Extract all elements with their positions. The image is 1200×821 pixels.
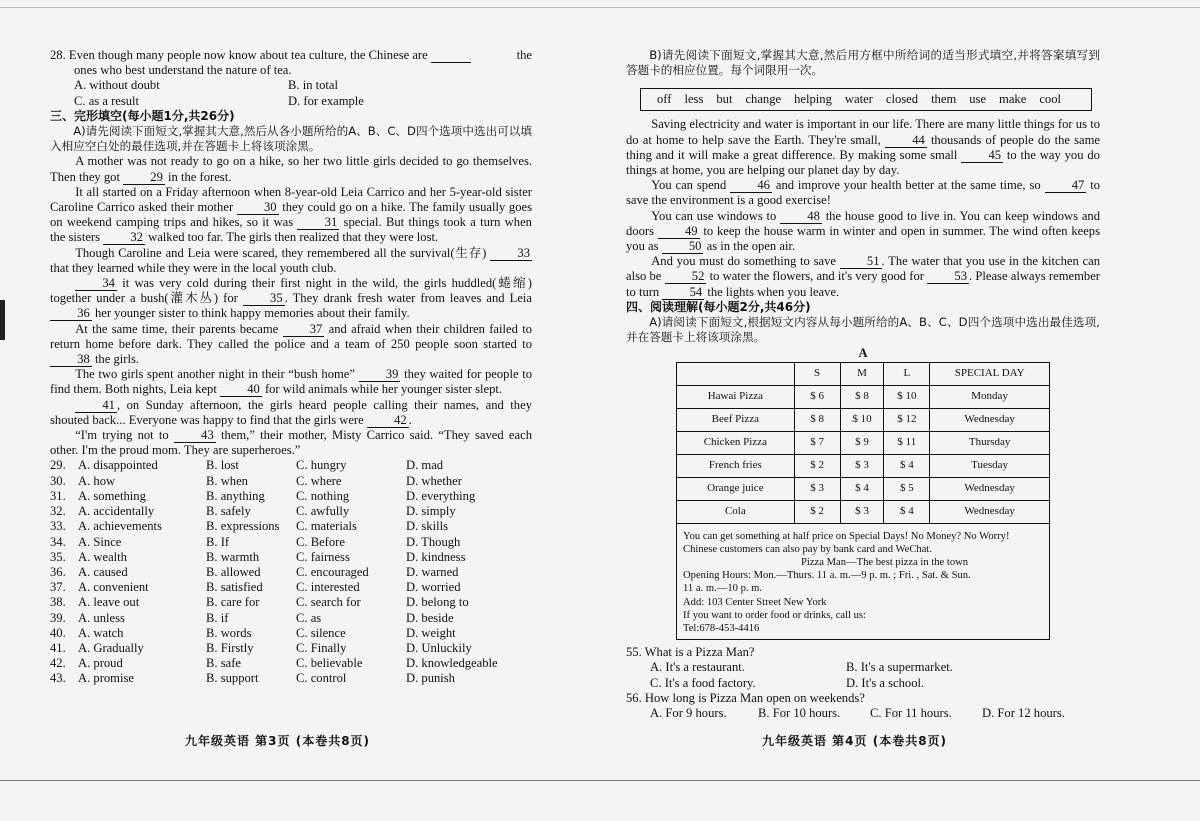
passage-text: the house good to live in. You can keep windows and doors: [626, 208, 1101, 238]
option-c: C. materials: [296, 519, 357, 534]
option-d: D. worried: [406, 580, 461, 595]
table-header-cell: [677, 362, 795, 385]
cloze-question-row: [50, 656, 532, 671]
table-cell: Hawai Pizza: [677, 385, 795, 408]
table-cell: $ 5: [884, 477, 930, 500]
option-b: B. If: [206, 534, 230, 549]
table-cell: $ 12: [884, 408, 930, 431]
word-box: [640, 88, 1092, 111]
blank-33: 33: [490, 247, 532, 261]
option-d: D. knowledgeable: [406, 656, 498, 671]
table-header-cell: SPECIAL DAY: [930, 362, 1050, 385]
page-4-footer: 九年级英语 第4页 (本卷共8页): [762, 734, 948, 748]
question-number: 40.: [50, 625, 66, 640]
word-box-item: water: [844, 92, 873, 107]
table-cell: $ 6: [794, 385, 840, 408]
cloze-passage: [50, 154, 532, 458]
pizza-menu-table: [676, 362, 1050, 524]
option-b: B. words: [206, 625, 252, 640]
option-b: B. It's a supermarket.: [846, 660, 953, 675]
word-box-item: helping: [794, 92, 832, 107]
blank-40: 40: [220, 383, 262, 397]
question-28: [50, 48, 532, 63]
cloze-question-row: [50, 580, 532, 595]
question-number: 31.: [50, 488, 66, 503]
option-c: C. nothing: [296, 488, 350, 503]
word-box-item: but: [716, 92, 733, 107]
option-d: D. simply: [406, 504, 456, 519]
question-56-options: [626, 706, 1100, 721]
option-a: A. watch: [78, 625, 124, 640]
question-number: 42.: [50, 656, 66, 671]
option-c: C. awfully: [296, 504, 350, 519]
cloze-question-row: [50, 550, 532, 565]
table-row: [677, 431, 1050, 454]
question-number: 30.: [50, 473, 66, 488]
option-b: B. safe: [206, 656, 241, 671]
option-b: B. allowed: [206, 564, 261, 579]
passage-text: to the way you do things at home, you are helping our planet day by day.: [626, 147, 1100, 178]
scan-top-edge: [0, 0, 1200, 8]
question-55: [626, 645, 1100, 691]
table-cell: Cola: [677, 500, 795, 523]
option-d: D. belong to: [406, 595, 469, 610]
section-3-instructions: A)请先阅读下面短文,掌握其大意,然后从各小题所给的A、B、C、D四个选项中选出可以填入相应空白处的最佳选项,并在答题卡上将该项涂黑。: [50, 124, 532, 154]
option-a: A. disappointed: [78, 458, 158, 473]
passage-text: they waited for people to find them. Both nights, Leia kept: [50, 367, 532, 397]
scan-edge-mark: [0, 300, 5, 340]
passage-text: special. But things took a turn when the sisters: [50, 215, 532, 245]
passage-text: the lights when you leave.: [707, 284, 840, 299]
option-d: D. warned: [406, 564, 459, 579]
cloze-question-row: [50, 535, 532, 550]
option-c: C. For 11 hours.: [870, 706, 952, 721]
table-cell: $ 8: [840, 385, 884, 408]
option-b: B. anything: [206, 488, 265, 503]
passage-text: Though Caroline and Leia were scared, they remembered all the survival(生存): [75, 245, 487, 260]
table-header-cell: L: [884, 362, 930, 385]
question-number: 32.: [50, 504, 66, 519]
blank-45: 45: [961, 149, 1003, 163]
passage-text: to save the environment is a good exercise!: [626, 178, 1101, 208]
option-d: D. Unluckily: [406, 640, 472, 655]
cloze-question-row: [50, 641, 532, 656]
menu-info-line: Opening Hours: Mon.—Thurs. 11 a. m.—9 p. m. ; Fri. , Sat. & Sun.: [683, 570, 971, 582]
option-b: B. support: [206, 671, 259, 686]
cloze-question-row: [50, 504, 532, 519]
passage-text: .: [408, 412, 412, 427]
passage-text: her younger sister to think happy memories about their family.: [94, 306, 410, 321]
table-cell: $ 3: [794, 477, 840, 500]
passage-text: they could go on a hike. The family usually goes on weekend camping trips and hikes, so it was: [50, 200, 533, 230]
option-c: C. believable: [296, 656, 363, 671]
blank-46: 46: [730, 179, 772, 193]
question-number: 34.: [50, 534, 66, 549]
option-b: B. lost: [206, 458, 239, 473]
option-d: D. punish: [406, 671, 455, 686]
question-56: [626, 691, 1100, 721]
blank-48: 48: [780, 210, 822, 224]
blank-47: 47: [1045, 179, 1087, 193]
option-c: C. silence: [296, 625, 346, 640]
table-row: [677, 454, 1050, 477]
table-label: A: [858, 346, 868, 361]
option-b: B. expressions: [206, 519, 280, 534]
table-cell: $ 8: [794, 408, 840, 431]
blank-35: 35: [243, 292, 285, 306]
word-box-item: use: [969, 92, 987, 107]
table-cell: $ 2: [794, 454, 840, 477]
word-box-item: make: [999, 92, 1027, 107]
option-b: B. if: [206, 610, 229, 625]
question-28-stem-end: the: [516, 48, 532, 62]
question-number: 37.: [50, 580, 66, 595]
option-a: A. something: [78, 488, 146, 503]
passage-text: it was very cold during their first night in the wild, the girls huddled(蜷缩) together under a bush(灌木丛) for: [50, 276, 532, 306]
blank-42: 42: [367, 414, 409, 428]
page-4-column: [626, 48, 1100, 721]
blank-38: 38: [50, 353, 92, 367]
word-box-item: off: [657, 92, 672, 107]
passage-text: in the forest.: [168, 169, 232, 184]
question-number: 35.: [50, 549, 66, 564]
question-number: 29.: [50, 458, 66, 473]
option-a: A. accidentally: [78, 504, 155, 519]
table-header-row: [677, 362, 1050, 385]
blank-43: 43: [174, 429, 216, 443]
option-c: C. search for: [296, 595, 361, 610]
table-cell: $ 10: [840, 408, 884, 431]
table-row: [677, 408, 1050, 431]
table-cell: $ 3: [840, 454, 884, 477]
page-3-footer: 九年级英语 第3页 (本卷共8页): [185, 734, 371, 748]
option-c: C. interested: [296, 580, 360, 595]
option-b: B. when: [206, 473, 248, 488]
option-a: A. Gradually: [78, 640, 144, 655]
table-cell: $ 10: [884, 385, 930, 408]
passage-text: It all started on a Friday afternoon when 8-year-old Leia Carrico and her 5-year-old sister Caroline Carrico asked their mother: [50, 184, 532, 215]
blank-37: 37: [283, 323, 325, 337]
cloze-question-row: [50, 611, 532, 626]
table-cell: $ 4: [884, 500, 930, 523]
menu-info-line: Pizza Man—The best pizza in the town: [801, 557, 969, 569]
page-3-column: [50, 48, 532, 687]
question-28-stem: 28. Even though many people now know about tea culture, the Chinese are: [50, 48, 428, 62]
table-cell: $ 11: [884, 431, 930, 454]
option-c: C. Before: [296, 534, 345, 549]
passage-text: to keep the house warm in winter and open in summer. The wind often keeps you as: [626, 223, 1100, 254]
blank-30: 30: [237, 201, 279, 215]
passage-text: thousands of people do the same thing and it will make a great difference. By making some small: [626, 132, 1100, 162]
passage-text: them,” their mother, Misty Carrico said. “They saved each other. I'm the proud mom. They are superheroes.”: [50, 428, 533, 458]
word-box-item: change: [745, 92, 782, 107]
passage-text: And you must do something to save: [651, 254, 836, 269]
word-box-item: closed: [885, 92, 919, 107]
option-a: A. unless: [78, 610, 125, 625]
cloze-question-row: [50, 626, 532, 641]
table-cell: Monday: [930, 385, 1050, 408]
option-d: D. beside: [406, 610, 454, 625]
option-a: A. For 9 hours.: [650, 706, 727, 721]
pizza-menu-info: [676, 524, 1050, 641]
option-d: D. for example: [288, 93, 364, 108]
section-b-instructions: B)请先阅读下面短文,掌握其大意,然后用方框中所给词的适当形式填空,并将答案填写到答题卡的相应位置。每个词限用一次。: [626, 48, 1100, 78]
table-cell: Orange juice: [677, 477, 795, 500]
table-cell: $ 3: [840, 500, 884, 523]
passage-text: the girls.: [94, 352, 140, 367]
option-c: C. It's a food factory.: [650, 675, 756, 690]
table-row: [677, 477, 1050, 500]
option-a: A. wealth: [78, 549, 127, 564]
table-cell: $ 7: [794, 431, 840, 454]
question-number: 38.: [50, 595, 66, 610]
blank-44: 44: [885, 134, 927, 148]
blank-53: 53: [927, 270, 969, 284]
option-c: C. where: [296, 473, 342, 488]
option-c: C. as a result: [74, 93, 140, 108]
table-header-cell: M: [840, 362, 884, 385]
passage-text: “I'm trying not to: [75, 428, 169, 443]
option-a: A. It's a restaurant.: [650, 660, 745, 675]
passage-text: . The water that you use in the kitchen can also be: [626, 254, 1100, 284]
blank: [431, 49, 471, 63]
question-number: 43.: [50, 671, 66, 686]
blank-51: 51: [840, 255, 882, 269]
passage-text: walked too far. The girls then realized that they were lost.: [148, 230, 439, 245]
option-d: D. It's a school.: [846, 675, 925, 690]
option-b: B. Firstly: [206, 640, 254, 655]
blank-29: 29: [123, 171, 165, 185]
table-cell: $ 2: [794, 500, 840, 523]
option-c: C. fairness: [296, 549, 350, 564]
menu-info-line: Chinese customers can also pay by bank card and WeChat.: [683, 543, 933, 555]
table-row: [677, 500, 1050, 523]
option-a: A. promise: [78, 671, 134, 686]
option-c: C. Finally: [296, 640, 347, 655]
passage-text: and afraid when their children failed to return home before dark. They called the police and a team of 250 people soon started to: [50, 321, 532, 351]
passage-text: . They drank fresh water from leaves and Leia: [284, 291, 532, 306]
cloze-question-list: [50, 458, 532, 686]
blank-36: 36: [50, 307, 92, 321]
option-a: A. how: [78, 473, 116, 488]
option-d: D. everything: [406, 488, 476, 503]
passage-text: A mother was not ready to go on a hike, so her two little girls decided to go themselves. Then they got: [50, 154, 532, 184]
option-b: B. warmth: [206, 549, 260, 564]
blank-49: 49: [658, 225, 700, 239]
table-cell: Wednesday: [930, 477, 1050, 500]
option-c: C. control: [296, 671, 347, 686]
option-a: A. proud: [78, 656, 123, 671]
cloze-question-row: [50, 519, 532, 534]
cloze-question-row: [50, 671, 532, 686]
blank-31: 31: [297, 216, 339, 230]
question-55-options: [626, 660, 1100, 690]
table-header-cell: S: [794, 362, 840, 385]
table-cell: Thursday: [930, 431, 1050, 454]
blank-52: 52: [665, 270, 707, 284]
option-a: A. leave out: [78, 595, 140, 610]
question-28-stem-cont: ones who best understand the nature of tea.: [74, 63, 292, 78]
menu-info-line: If you want to order food or drinks, call us:: [683, 609, 866, 621]
table-cell: Wednesday: [930, 408, 1050, 431]
passage-text: . Please always remember to turn: [626, 269, 1100, 299]
option-d: D. Though: [406, 534, 461, 549]
option-b: B. care for: [206, 595, 260, 610]
passage-text: that they learned while they were in the local youth club.: [50, 260, 337, 275]
fill-in-passage: [626, 117, 1100, 299]
table-cell: Beef Pizza: [677, 408, 795, 431]
question-number: 36.: [50, 564, 66, 579]
option-a: A. caused: [78, 564, 128, 579]
option-a: A. achievements: [78, 519, 162, 534]
word-box-item: cool: [1039, 92, 1062, 107]
table-cell: $ 4: [884, 454, 930, 477]
blank-54: 54: [662, 286, 704, 300]
question-56-stem: 56. How long is Pizza Man open on weekends?: [626, 690, 865, 705]
cloze-question-row: [50, 565, 532, 580]
question-number: 33.: [50, 519, 66, 534]
menu-info-line: You can get something at half price on Special Days! No Money? No Worry!: [683, 530, 1010, 542]
option-b: B. in total: [288, 78, 339, 93]
section-4-instructions: A)请阅读下面短文,根据短文内容从每小题所给的A、B、C、D四个选项中选出最佳选项,并在答题卡上将该项涂黑。: [626, 315, 1100, 345]
passage-text: , on Sunday afternoon, the girls heard people calling their names, and they shouted back... Everyone was happy to find that the girls were: [50, 397, 532, 427]
table-cell: Chicken Pizza: [677, 431, 795, 454]
question-number: 39.: [50, 610, 66, 625]
passage-text: to water the flowers, and it's very good for: [709, 269, 924, 284]
blank-34: 34: [75, 277, 117, 291]
option-c: C. encouraged: [296, 564, 369, 579]
question-55-stem: 55. What is a Pizza Man?: [626, 645, 755, 660]
table-cell: French fries: [677, 454, 795, 477]
menu-info-line: Add: 103 Center Street New York: [683, 596, 827, 608]
passage-text: for wild animals while her younger sister slept.: [264, 382, 503, 397]
option-d: D. kindness: [406, 549, 466, 564]
passage-text: as in the open air.: [706, 239, 796, 254]
passage-text: The two girls spent another night in their “bush home”: [75, 367, 355, 382]
passage-text: You can use windows to: [651, 208, 777, 223]
question-28-options: [50, 78, 532, 108]
option-d: D. skills: [406, 519, 448, 534]
passage-text: Saving electricity and water is important in our life. There are many little things for us to do at home to help save the Earth. They're small,: [626, 117, 1100, 147]
table-cell: Wednesday: [930, 500, 1050, 523]
cloze-question-row: [50, 458, 532, 473]
table-row: [677, 385, 1050, 408]
blank-50: 50: [662, 240, 704, 254]
question-number: 41.: [50, 640, 66, 655]
table-cell: $ 9: [840, 431, 884, 454]
option-c: C. hungry: [296, 458, 347, 473]
option-d: D. mad: [406, 458, 444, 473]
passage-text: You can spend: [651, 178, 727, 193]
word-box-item: less: [684, 92, 704, 107]
option-d: D. For 12 hours.: [982, 706, 1065, 721]
option-b: B. satisfied: [206, 580, 263, 595]
table-cell: Tuesday: [930, 454, 1050, 477]
cloze-question-row: [50, 474, 532, 489]
cloze-question-row: [50, 595, 532, 610]
blank-32: 32: [103, 231, 145, 245]
passage-text: and improve your health better at the same time, so: [775, 178, 1041, 193]
option-a: A. convenient: [78, 580, 149, 595]
section-3-title: 三、完形填空(每小题1分,共26分): [50, 108, 235, 123]
option-d: D. whether: [406, 473, 462, 488]
table-cell: $ 4: [840, 477, 884, 500]
option-b: B. safely: [206, 504, 251, 519]
cloze-question-row: [50, 489, 532, 504]
menu-info-line: 11 a. m.—10 p. m.: [683, 583, 763, 595]
option-b: B. For 10 hours.: [758, 706, 841, 721]
blank-39: 39: [359, 368, 401, 382]
menu-info-line: Tel:678-453-4416: [683, 623, 760, 635]
scan-bottom-edge: [0, 780, 1200, 781]
option-d: D. weight: [406, 625, 456, 640]
option-a: A. without doubt: [74, 78, 160, 93]
option-a: A. Since: [78, 534, 122, 549]
option-c: C. as: [296, 610, 322, 625]
section-4-title: 四、阅读理解(每小题2分,共46分): [626, 299, 811, 314]
word-box-item: them: [931, 92, 957, 107]
blank-41: 41: [75, 399, 117, 413]
passage-text: At the same time, their parents became: [75, 321, 279, 336]
